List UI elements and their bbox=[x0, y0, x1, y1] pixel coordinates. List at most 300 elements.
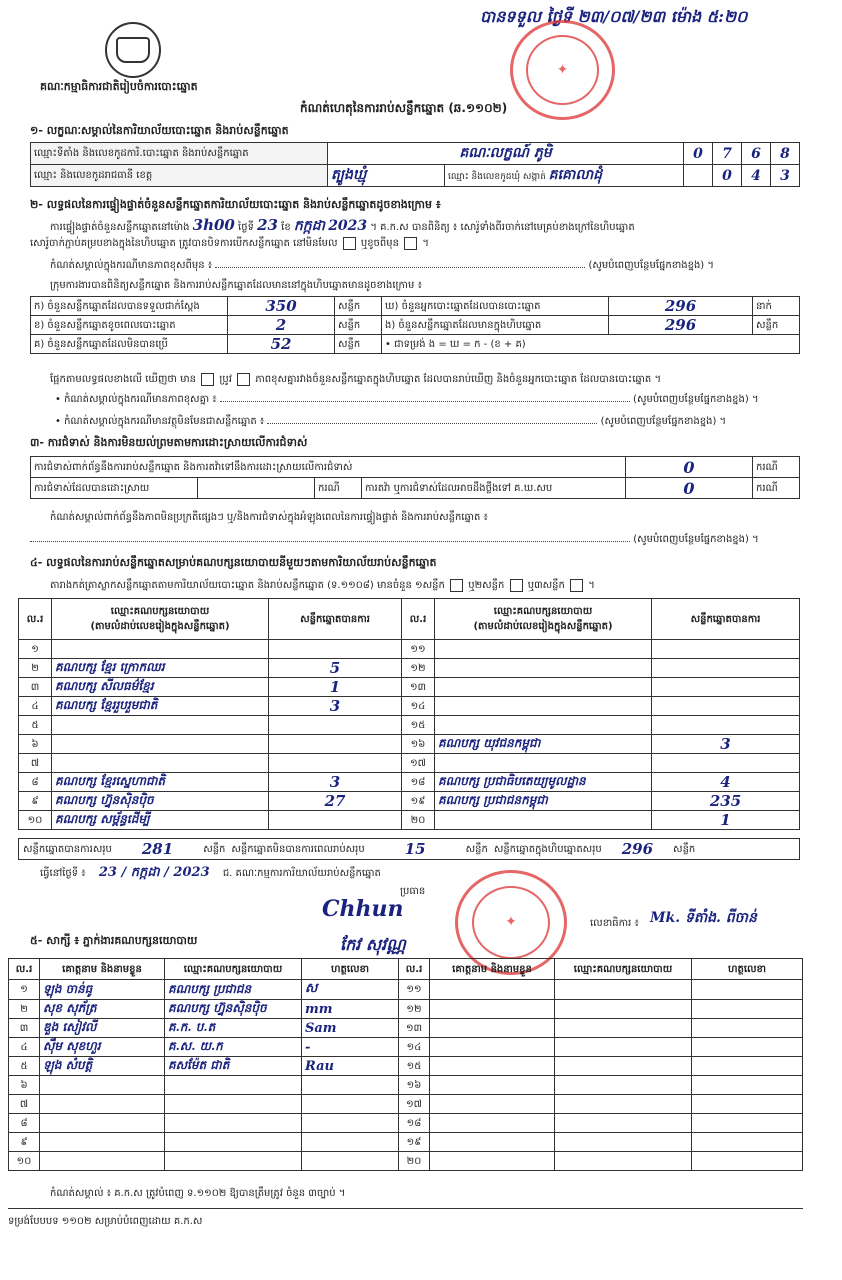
verification-year: 2023 bbox=[328, 218, 368, 234]
results-row bbox=[19, 811, 800, 830]
witness-signature: Rau bbox=[302, 1057, 399, 1076]
in-box-unit: សន្លឹក bbox=[753, 316, 800, 335]
witness-signature bbox=[692, 1076, 803, 1095]
formula-note: • ជាទម្រង់ ង = ឃ = ក - (ខ + គ) bbox=[382, 335, 800, 354]
results-votes bbox=[652, 640, 800, 659]
witness-row bbox=[9, 1019, 803, 1038]
witness-row bbox=[9, 1057, 803, 1076]
irregularity-note: កំណត់សម្គាល់ពាក់ព័ន្ធនឹងភាពមិនប្រក្រតីផ្សេងៗ ឬ/និងការជំទាស់ក្នុងអំឡុងពេលនៃការផ្ទៀងផ្ទាត់ និងការរាប់សន្លឹកឆ្នោត ៖ bbox=[50, 512, 488, 523]
witness-no: ១៥ bbox=[399, 1057, 430, 1076]
witness-no: ២ bbox=[9, 1000, 40, 1019]
results-votes: 1 bbox=[652, 811, 800, 830]
date-value: 23 / កក្កដា / 2023 bbox=[98, 865, 210, 880]
location-digit-4: 8 bbox=[771, 143, 800, 165]
results-no: ១២ bbox=[402, 659, 435, 678]
escalated-label: ការតវ៉ា ឬការជំទាស់ដែលអាចដឹងថ្លឹងទៅ គ.ឃ.សប bbox=[362, 478, 626, 499]
results-no: ១៥ bbox=[402, 716, 435, 735]
results-no: ៨ bbox=[19, 773, 52, 792]
verification-line bbox=[50, 216, 635, 237]
results-no: ៥ bbox=[19, 716, 52, 735]
total-valid-unit: សន្លឹក bbox=[203, 843, 226, 855]
results-votes: 3 bbox=[652, 735, 800, 754]
witness-name bbox=[40, 1133, 165, 1152]
verification-text-a: ការផ្ទៀងផ្ទាត់ចំនួនសន្លឹកឆ្នោតនៅម៉ោង bbox=[50, 222, 190, 233]
unused-value: 52 bbox=[228, 335, 335, 354]
witness-no: ៦ bbox=[9, 1076, 40, 1095]
province-label: ឈ្មោះ និងលេខកូដរាជធានី ខេត្ត bbox=[31, 165, 328, 187]
voters-unit: នាក់ bbox=[753, 297, 800, 316]
results-party bbox=[435, 754, 652, 773]
total-box-label: សន្លឹកឆ្នោតក្នុងហិបឆ្នោតសរុប bbox=[493, 843, 602, 855]
results-row bbox=[19, 659, 800, 678]
in-box-label: ង) ចំនួនសន្លឹកឆ្នោតដែលមានក្នុងហិបឆ្នោត bbox=[382, 316, 609, 335]
total-invalid-label: សន្លឹកឆ្នោតមិនបានការពេលរាប់សរុប bbox=[231, 843, 365, 855]
results-party: គណបក្ស ខ្មែរ ក្រោកឈរ bbox=[52, 659, 269, 678]
chair-name: កែវ សុវណ្ណ bbox=[340, 935, 406, 954]
results-col-votes-right: សន្លឹកឆ្នោតបានការ bbox=[652, 599, 800, 640]
objection-unit: ករណី bbox=[753, 457, 800, 478]
results-party bbox=[435, 678, 652, 697]
irregularity-line bbox=[30, 532, 759, 547]
difference-opt1: ប្រូវ bbox=[219, 374, 232, 385]
received-value: 350 bbox=[228, 297, 335, 316]
witness-name: ឡុង សំបត្តិ bbox=[40, 1057, 165, 1076]
official-stamp-top: ✦ bbox=[510, 20, 615, 120]
bullet2-dots bbox=[267, 423, 597, 424]
footer-rule bbox=[8, 1208, 803, 1209]
tally-opt1: ឬ២សន្លឹក bbox=[468, 580, 505, 591]
escalated-value: 0 bbox=[626, 478, 753, 499]
results-no: ១៣ bbox=[402, 678, 435, 697]
results-party-title-right: ឈ្មោះគណបក្សនយោបាយ bbox=[493, 606, 593, 617]
witness-signature: - bbox=[302, 1038, 399, 1057]
commune-value: គគោលាដុំ bbox=[548, 167, 602, 183]
results-votes bbox=[269, 735, 402, 754]
witness-no: ៨ bbox=[9, 1114, 40, 1133]
witness-name bbox=[430, 1076, 555, 1095]
witness-no: ១៣ bbox=[399, 1019, 430, 1038]
witness-signature: Sam bbox=[302, 1019, 399, 1038]
resolved-label: ការជំទាស់ដែលបានដោះស្រាយ bbox=[31, 478, 198, 499]
province-value: ត្បូងឃ្មុំ bbox=[328, 165, 445, 187]
results-party: គណបក្ស សម្ព័ន្ធដើម្បី bbox=[52, 811, 269, 830]
results-party: គណបក្ស ប្រជាធិបតេយ្យមូលដ្ឋាន bbox=[435, 773, 652, 792]
date-rest: ជ. គណៈកម្មការការិយាល័យរាប់សន្លឹកឆ្នោត bbox=[222, 868, 381, 879]
bullet1-label: • កំណត់សម្គាល់ក្នុងករណីមានភាពខុសគ្នា ៖ bbox=[55, 394, 217, 405]
commission-logo bbox=[105, 22, 161, 78]
note1-fill: (សូមបំពេញបន្ថែមផ្នែកខាងខ្នង) ។ bbox=[588, 260, 714, 271]
witness-col-no-left: ល.រ bbox=[9, 959, 40, 980]
results-no: ១៨ bbox=[402, 773, 435, 792]
verification-time: 3h00 bbox=[192, 216, 235, 234]
results-no: ១ bbox=[19, 640, 52, 659]
witness-name bbox=[430, 980, 555, 1000]
witness-col-sign-left: ហត្ថលេខា bbox=[302, 959, 399, 980]
witness-no: ១០ bbox=[9, 1152, 40, 1171]
tally-sheet-line: តារាងកត់ត្រាស្លាកសន្លឹកឆ្នោតតាមការិយាល័យបោះឆ្នោត និងរាប់សន្លឹកឆ្នោត (ទ.១១០៨) មានចំនួន ១សន្លឹក ឬ២សន្លឹក ឬ៣សន្លឹក ។ bbox=[50, 580, 595, 591]
results-party-sub-right: (តាមលំដាប់លេខរៀងក្នុងសន្លឹកឆ្នោត) bbox=[473, 621, 613, 632]
note1-label: កំណត់សម្គាល់ក្នុងករណីមានភាពខុសពីមុន ៖ bbox=[50, 260, 213, 271]
results-votes: 5 bbox=[269, 659, 402, 678]
witness-signature bbox=[302, 1152, 399, 1171]
secretary-signature: Mk. ទីតាំង. ពីចាន់ bbox=[650, 910, 757, 926]
results-no: ៣ bbox=[19, 678, 52, 697]
results-row bbox=[19, 640, 800, 659]
total-box-unit: សន្លឹក bbox=[673, 843, 696, 855]
total-invalid-value: 15 bbox=[404, 840, 426, 858]
witness-col-sign-right: ហត្ថលេខា bbox=[692, 959, 803, 980]
witness-party bbox=[555, 1019, 692, 1038]
witness-signature bbox=[692, 1038, 803, 1057]
witness-name: ឡុង ចាន់ធូ bbox=[40, 980, 165, 1000]
witness-no: ២០ bbox=[399, 1152, 430, 1171]
witness-name bbox=[40, 1095, 165, 1114]
witness-signature bbox=[692, 1152, 803, 1171]
results-votes bbox=[269, 754, 402, 773]
witness-no: ៤ bbox=[9, 1038, 40, 1057]
escalated-unit: ករណី bbox=[753, 478, 800, 499]
witness-signature bbox=[692, 1095, 803, 1114]
ballot-check-line: ក្រុមការងារបានពិនិត្យសន្លឹកឆ្នោត និងការរាប់សន្លឹកឆ្នោតដែលមាននៅក្នុងហិបឆ្នោតមានដូចខាងក្រោម ៖ bbox=[50, 280, 422, 291]
results-col-no-left: ល.រ bbox=[19, 599, 52, 640]
results-votes bbox=[269, 811, 402, 830]
total-invalid-unit: សន្លឹក bbox=[465, 843, 488, 855]
results-col-no-right: ល.រ bbox=[402, 599, 435, 640]
seal-text: សោរ៉ូចាក់ភ្ជាប់គម្របខាងក្នុងនៃហិបឆ្នោត ត្រូវបានបិទការបើកសន្លឹកឆ្នោត នៅមិនមែល bbox=[30, 238, 338, 249]
witness-col-party-left: ឈ្មោះគណបក្សនយោបាយ bbox=[165, 959, 302, 980]
results-party bbox=[52, 735, 269, 754]
results-votes bbox=[652, 678, 800, 697]
commune-digit-3: 3 bbox=[771, 165, 800, 187]
witness-party: គសម៉ែត ជាតិ bbox=[165, 1057, 302, 1076]
witness-no: ១១ bbox=[399, 980, 430, 1000]
witness-row bbox=[9, 1152, 803, 1171]
results-votes bbox=[269, 640, 402, 659]
results-party bbox=[52, 640, 269, 659]
results-no: ៧ bbox=[19, 754, 52, 773]
irregularity-dots bbox=[30, 541, 630, 542]
witness-signature bbox=[692, 1057, 803, 1076]
witness-name bbox=[430, 1152, 555, 1171]
results-no: ៦ bbox=[19, 735, 52, 754]
results-table bbox=[18, 598, 800, 830]
spoiled-unit: សន្លឹក bbox=[335, 316, 382, 335]
note1-line bbox=[50, 258, 714, 273]
witness-no: ១៨ bbox=[399, 1114, 430, 1133]
results-row bbox=[19, 735, 800, 754]
commune-digit-0 bbox=[684, 165, 713, 187]
results-row bbox=[19, 773, 800, 792]
in-box-value: 296 bbox=[609, 316, 753, 335]
total-box-value: 296 bbox=[621, 840, 654, 858]
section1-heading: ១- លក្ខណៈសម្គាល់នៃការិយាល័យបោះឆ្នោត និងរាប់សន្លឹកឆ្នោត bbox=[30, 124, 289, 137]
results-party: គណបក្ស យុវជនកម្ពុជា bbox=[435, 735, 652, 754]
section2-heading: ២- លទ្ធផលនៃការផ្ទៀងផ្ទាត់ចំនួនសន្លឹកឆ្នោតការិយាល័យបោះឆ្នោត និងរាប់សន្លឹកឆ្នោតដូចខាងក្រោម ៖ bbox=[30, 198, 441, 211]
results-no: ១០ bbox=[19, 811, 52, 830]
witness-party: គ.ស. យ.ក bbox=[165, 1038, 302, 1057]
results-party: គណបក្ស ខ្មែរស្នេហាជាតិ bbox=[52, 773, 269, 792]
witness-row bbox=[9, 1000, 803, 1019]
results-party bbox=[52, 716, 269, 735]
witness-signature bbox=[692, 1019, 803, 1038]
witness-name bbox=[430, 1095, 555, 1114]
witness-party bbox=[165, 1095, 302, 1114]
witness-name bbox=[40, 1114, 165, 1133]
witness-no: ១៦ bbox=[399, 1076, 430, 1095]
location-value: គណៈលក្ខណ៍ ភូមិ bbox=[328, 143, 684, 165]
results-party: គណបក្ស ប្រជាជនកម្ពុជា bbox=[435, 792, 652, 811]
witness-signature bbox=[692, 1133, 803, 1152]
witness-name: សុខ សុភ័ត្រ bbox=[40, 1000, 165, 1019]
witness-name: ឌួង សៀវលី bbox=[40, 1019, 165, 1038]
form-title: កំណត់ហេតុនៃការរាប់សន្លឹកឆ្នោត (ឆ.១១០២) bbox=[300, 101, 508, 115]
witness-row bbox=[9, 1133, 803, 1152]
resolved-value bbox=[198, 478, 315, 499]
witness-party bbox=[165, 1133, 302, 1152]
results-no: ១៦ bbox=[402, 735, 435, 754]
results-no: ៤ bbox=[19, 697, 52, 716]
bullet1-line bbox=[55, 392, 759, 407]
objection-table bbox=[30, 456, 800, 499]
received-label: ក) ចំនួនសន្លឹកឆ្នោតដែលបានទទួលជាក់ស្តែង bbox=[31, 297, 228, 316]
witness-name bbox=[430, 1057, 555, 1076]
difference-text: ផ្អែកតាមលទ្ធផលខាងលើ ឃើញថា មាន bbox=[50, 374, 197, 385]
witness-name bbox=[430, 1000, 555, 1019]
results-party-title-left: ឈ្មោះគណបក្សនយោបាយ bbox=[110, 606, 210, 617]
witness-no: ៣ bbox=[9, 1019, 40, 1038]
witness-name bbox=[430, 1133, 555, 1152]
results-votes: 235 bbox=[652, 792, 800, 811]
witness-no: ៩ bbox=[9, 1133, 40, 1152]
total-valid-label: សន្លឹកឆ្នោតបានការសរុប bbox=[23, 843, 112, 855]
results-votes: 3 bbox=[269, 697, 402, 716]
location-digit-3: 6 bbox=[742, 143, 771, 165]
checkbox-damaged[interactable] bbox=[404, 237, 417, 250]
section3-heading: ៣- ការជំទាស់ និងការមិនយល់ព្រមតាមការដោះស្រាយលើការជំទាស់ bbox=[30, 436, 308, 449]
bullet2-line bbox=[55, 414, 726, 429]
witness-signature bbox=[302, 1114, 399, 1133]
results-no: ១៤ bbox=[402, 697, 435, 716]
witness-name bbox=[430, 1019, 555, 1038]
witness-row bbox=[9, 980, 803, 1000]
witness-no: ១ bbox=[9, 980, 40, 1000]
tally-text: តារាងកត់ត្រាស្លាកសន្លឹកឆ្នោតតាមការិយាល័យបោះឆ្នោត និងរាប់សន្លឹកឆ្នោត (ទ.១១០៨) មានចំនួន ១សន្លឹក bbox=[50, 580, 445, 591]
bullet1-dots bbox=[220, 401, 630, 402]
results-no: ១៧ bbox=[402, 754, 435, 773]
checkbox-two-sheets[interactable] bbox=[510, 579, 523, 592]
results-party: គណបក្ស ហ្វ៊ុនស៊ិនប៉ិច bbox=[52, 792, 269, 811]
witness-signature bbox=[692, 1114, 803, 1133]
witness-party bbox=[165, 1152, 302, 1171]
witness-party bbox=[555, 1038, 692, 1057]
results-party bbox=[435, 811, 652, 830]
results-party-sub-left: (តាមលំដាប់លេខរៀងក្នុងសន្លឹកឆ្នោត) bbox=[90, 621, 230, 632]
witness-footnote: កំណត់សម្គាល់ ៖ គ.ក.ស ត្រូវបំពេញ ទ.១១០២ ឱ្យបានត្រឹមត្រូវ ចំនួន ៣ច្បាប់ ។ bbox=[50, 1188, 346, 1199]
unused-label: គ) ចំនួនសន្លឹកឆ្នោតដែលមិនបានប្រើ bbox=[31, 335, 228, 354]
results-row bbox=[19, 697, 800, 716]
results-no: ៩ bbox=[19, 792, 52, 811]
witness-signature bbox=[692, 980, 803, 1000]
received-note: បានទទួល ថ្ងៃទី ២៣/០៧/២៣ ម៉ោង ៥:២០ bbox=[480, 7, 748, 26]
witness-party bbox=[555, 980, 692, 1000]
witness-no: ១៧ bbox=[399, 1095, 430, 1114]
witness-party bbox=[555, 1000, 692, 1019]
witness-table bbox=[8, 958, 803, 1171]
witness-signature: mm bbox=[302, 1000, 399, 1019]
results-row bbox=[19, 792, 800, 811]
seal-line: សោរ៉ូចាក់ភ្ជាប់គម្របខាងក្នុងនៃហិបឆ្នោត ត្រូវបានបិទការបើកសន្លឹកឆ្នោត នៅមិនមែល ឬខូចពីមុន ។ bbox=[30, 238, 429, 249]
witness-no: ១៩ bbox=[399, 1133, 430, 1152]
witness-col-name-left: គោត្តនាម និងនាមខ្លួន bbox=[40, 959, 165, 980]
results-row bbox=[19, 678, 800, 697]
results-party: គណបក្ស ខ្មែររួបរួមជាតិ bbox=[52, 697, 269, 716]
irregularity-fill: (សូមបំពេញបន្ថែមផ្នែកខាងខ្នង) ។ bbox=[633, 534, 759, 545]
received-unit: សន្លឹក bbox=[335, 297, 382, 316]
results-party bbox=[435, 716, 652, 735]
witness-row bbox=[9, 1038, 803, 1057]
results-votes: 27 bbox=[269, 792, 402, 811]
checkbox-no-difference[interactable] bbox=[237, 373, 250, 386]
witness-no: ១២ bbox=[399, 1000, 430, 1019]
results-party bbox=[435, 659, 652, 678]
seal-opt1: ឬខូចពីមុន bbox=[360, 238, 399, 249]
date-line bbox=[40, 864, 381, 883]
witness-no: ១៤ bbox=[399, 1038, 430, 1057]
results-votes bbox=[652, 716, 800, 735]
spoiled-value: 2 bbox=[228, 316, 335, 335]
unused-unit: សន្លឹក bbox=[335, 335, 382, 354]
witness-col-party-right: ឈ្មោះគណបក្សនយោបាយ bbox=[555, 959, 692, 980]
results-party bbox=[435, 697, 652, 716]
verification-text-b: ថ្ងៃទី bbox=[238, 222, 254, 233]
voters-label: ឃ) ចំនួនអ្នកបោះឆ្នោតដែលបានបោះឆ្នោត bbox=[382, 297, 609, 316]
witness-party bbox=[555, 1095, 692, 1114]
results-col-party-right bbox=[435, 599, 652, 640]
verification-text-c: ខែ bbox=[281, 222, 291, 233]
witness-no: ៧ bbox=[9, 1095, 40, 1114]
checkbox-has-difference[interactable] bbox=[201, 373, 214, 386]
section5-heading: ៥- សាក្សី ៖ ភ្នាក់ងារគណបក្សនយោបាយ bbox=[30, 934, 198, 947]
location-digit-2: 7 bbox=[713, 143, 742, 165]
witness-party bbox=[165, 1114, 302, 1133]
witness-party: គណបក្ស ហ្វ៊ុនស៊ិនប៉ិច bbox=[165, 1000, 302, 1019]
witness-signature bbox=[302, 1133, 399, 1152]
results-votes: 4 bbox=[652, 773, 800, 792]
witness-party bbox=[555, 1076, 692, 1095]
witness-party: គណបក្ស ប្រជាជន bbox=[165, 980, 302, 1000]
results-no: ២០ bbox=[402, 811, 435, 830]
commune-digit-2: 4 bbox=[742, 165, 771, 187]
results-row bbox=[19, 716, 800, 735]
results-votes: 3 bbox=[269, 773, 402, 792]
results-row bbox=[19, 754, 800, 773]
results-no: ១១ bbox=[402, 640, 435, 659]
witness-col-no-right: ល.រ bbox=[399, 959, 430, 980]
chair-signature: Chhun bbox=[322, 896, 404, 922]
witness-row bbox=[9, 1076, 803, 1095]
bullet2-fill: (សូមបំពេញបន្ថែមផ្នែកខាងខ្នង) ។ bbox=[600, 416, 727, 427]
witness-signature bbox=[302, 1076, 399, 1095]
spoiled-label: ខ) ចំនួនសន្លឹកឆ្នោតខូចពេលបោះឆ្នោត bbox=[31, 316, 228, 335]
results-party bbox=[435, 640, 652, 659]
verification-text-d: ។ គ.ក.ស បានពិនិត្យ ៖ សោរ៉ូទាំងពីរចាក់នៅមេគ្រប់ខាងក្រៅនៃហិបឆ្នោត bbox=[370, 222, 635, 233]
chair-label: ប្រធាន bbox=[400, 886, 426, 897]
total-valid-value: 281 bbox=[141, 840, 174, 858]
results-no: ២ bbox=[19, 659, 52, 678]
commune-label bbox=[445, 165, 684, 187]
results-col-votes-left: សន្លឹកឆ្នោតបានការ bbox=[269, 599, 402, 640]
results-no: ១៩ bbox=[402, 792, 435, 811]
witness-party bbox=[555, 1114, 692, 1133]
secretary-label: លេខាធិការ ៖ bbox=[590, 918, 639, 929]
witness-signature bbox=[302, 1095, 399, 1114]
witness-party bbox=[555, 1057, 692, 1076]
section4-heading: ៤- លទ្ធផលនៃការរាប់សន្លឹកឆ្នោតសម្រាប់គណបក្សនយោបាយនីមួយៗតាមការិយាល័យរាប់សន្លឹកឆ្នោត bbox=[30, 556, 437, 569]
witness-row bbox=[9, 1095, 803, 1114]
date-label: ធ្វើនៅថ្ងៃទី ៖ bbox=[40, 868, 86, 879]
checkbox-one-sheet[interactable] bbox=[450, 579, 463, 592]
footer-note: ទម្រង់បែបបទ ១១០២ សម្រាប់បំពេញដោយ គ.ក.ស bbox=[8, 1216, 203, 1227]
verification-day: 23 bbox=[257, 216, 278, 234]
tally-opt2: ឬ៣សន្លឹក bbox=[527, 580, 565, 591]
checkbox-three-sheets[interactable] bbox=[570, 579, 583, 592]
commission-name: គណៈកម្មាធិការជាតិរៀបចំការបោះឆ្នោត bbox=[40, 80, 198, 93]
results-col-party-left bbox=[52, 599, 269, 640]
witness-party bbox=[555, 1152, 692, 1171]
ballot-count-table bbox=[30, 296, 800, 354]
verification-month: កក្កដា bbox=[293, 218, 325, 234]
witness-name bbox=[40, 1152, 165, 1171]
results-votes bbox=[269, 716, 402, 735]
bullet1-fill: (សូមបំពេញបន្ថែមផ្នែកខាងខ្នង) ។ bbox=[633, 394, 759, 405]
section1-table bbox=[30, 142, 800, 187]
totals-line bbox=[18, 838, 800, 860]
witness-no: ៥ bbox=[9, 1057, 40, 1076]
difference-line bbox=[50, 372, 661, 387]
resolved-unit: ករណី bbox=[315, 478, 362, 499]
official-stamp-bottom: ✦ bbox=[455, 870, 567, 975]
difference-rest: ភាពខុសគ្នារវាងចំនួនសន្លឹកឆ្នោតក្នុងហិបឆ្នោត ដែលបានរាប់ឃើញ និងចំនួនអ្នកបោះឆ្នោត ដែលបានបោះឆ្នោត ។ bbox=[255, 374, 662, 385]
bullet2-label: • កំណត់សម្គាល់ក្នុងករណីមានវត្ថុមិនមែនជាសន្លឹកឆ្នោត ៖ bbox=[55, 416, 265, 427]
objection-label: ការជំទាស់ពាក់ព័ន្ធនឹងការរាប់សន្លឹកឆ្នោត និងការតវ៉ាទៅនឹងការដោះស្រាយលើការជំទាស់ bbox=[31, 457, 626, 478]
witness-party bbox=[555, 1133, 692, 1152]
note1-dots bbox=[215, 267, 585, 268]
witness-signature: ស bbox=[302, 980, 399, 1000]
results-votes: 1 bbox=[269, 678, 402, 697]
witness-col-name-right: គោត្តនាម និងនាមខ្លួន bbox=[430, 959, 555, 980]
witness-name bbox=[430, 1114, 555, 1133]
witness-party: គ.ក. ប.ត bbox=[165, 1019, 302, 1038]
witness-name bbox=[40, 1076, 165, 1095]
witness-name bbox=[430, 1038, 555, 1057]
witness-signature bbox=[692, 1000, 803, 1019]
witness-party bbox=[165, 1076, 302, 1095]
location-label: ឈ្មោះទីតាំង និងលេខកូដការិ.បោះឆ្នោត និងរាប់សន្លឹកឆ្នោត bbox=[31, 143, 328, 165]
results-votes bbox=[652, 697, 800, 716]
results-party bbox=[52, 754, 269, 773]
results-votes bbox=[652, 754, 800, 773]
results-party: គណបក្ស សីលធម៌ខ្មែរ bbox=[52, 678, 269, 697]
voters-value: 296 bbox=[609, 297, 753, 316]
location-digit-1: 0 bbox=[684, 143, 713, 165]
commune-digit-1: 0 bbox=[713, 165, 742, 187]
witness-row bbox=[9, 1114, 803, 1133]
results-votes bbox=[652, 659, 800, 678]
commune-label-text: ឈ្មោះ និងលេខកូដឃុំ សង្កាត់ bbox=[448, 172, 546, 182]
checkbox-intact[interactable] bbox=[343, 237, 356, 250]
witness-name: ស៊ឹម សុខហួរ bbox=[40, 1038, 165, 1057]
objection-value: 0 bbox=[626, 457, 753, 478]
